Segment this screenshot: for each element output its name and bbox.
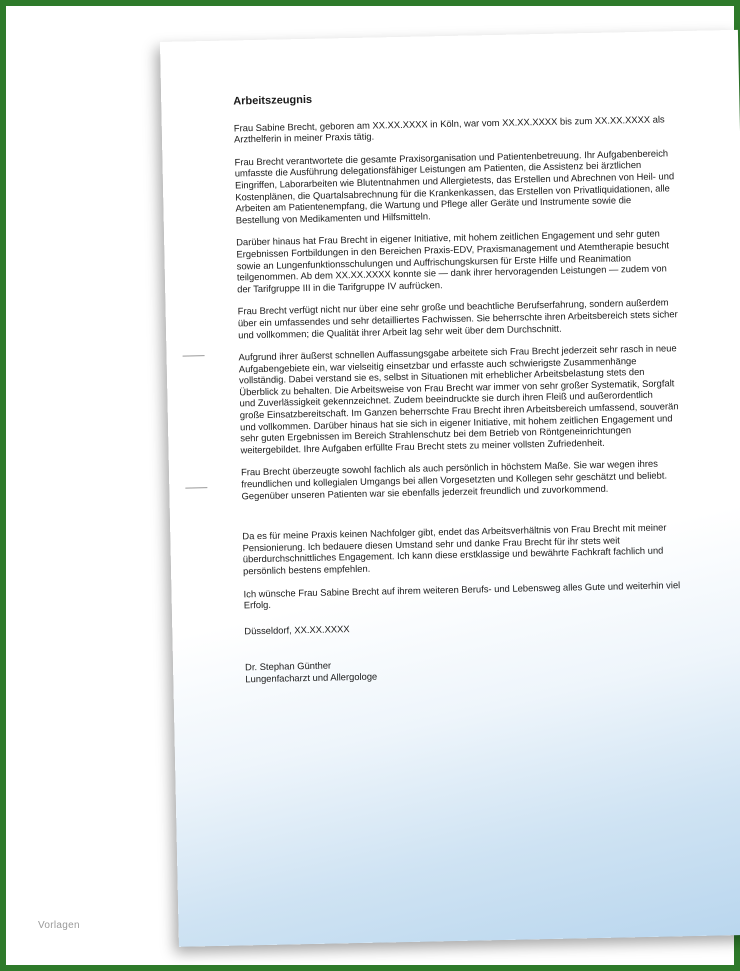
paragraph-expertise: Frau Brecht verfügt nicht nur über eine sehr große und beachtliche Berufserfahrung, sondern außerdem über ein umfassendes und sehr detailliertes Fachwissen. Sie beherrschte ihren Arbeitsbereich stets sicher und vollkommen; die Qualität ihrer Arbeit lag sehr weit über dem Durchschnitt. xyxy=(237,296,678,340)
fold-mark xyxy=(183,355,205,356)
signer-name: Dr. Stephan Günther xyxy=(244,659,332,673)
paragraph-duties: Frau Brecht verantwortete die gesamte Praxisorganisation und Patientenbetreuung. Ihr Aufgabenbereich umfasste die Ausführung delegationsfähiger Leistungen am Patienten, die Assistenz bei ärztlichen Eingriffen, Laborarbeiten wie Blutentnahmen und Allergietests, das Erstellen und Abrechnen von Heil- und Kostenplänen, die Quartalsabrechnung für die Krankenkassen, das Erstellen von Privatliquidationen, alle Arbeiten am Patientenempfang, die Wartung und Pflege aller Geräte und Instrumente sowie die Bestellung von Medikamenten und Hilfsmitteln. xyxy=(234,147,675,226)
punch-mark xyxy=(185,487,207,488)
paragraph-conduct: Frau Brecht überzeugte sowohl fachlich als auch persönlich in höchstem Maße. Sie war wegen ihres freundlichen und kollegialen Umgangs bei allen Vorgesetzten und Kollegen sehr geschätzt und beliebt. Gegenüber unseren Patienten war sie ebenfalls jederzeit freundlich und zuvorkommend. xyxy=(240,458,668,502)
paragraph-training: Darüber hinaus hat Frau Brecht in eigener Initiative, mit hohem zeitlichen Engagement und sehr guten Ergebnissen Fortbildungen in den Bereichen Praxis-EDV, Praxismanagement und Atemtherapie besucht sowie an Lungenfunktionsschulungen und Auffrischungskursen für Erste Hilfe und Reanimation teilgenommen. Ab dem XX.XX.XXXX konnte sie — dank ihrer hervoragenden Leistungen — zudem von der Tarifgruppe III in die Tarifgruppe IV aufrücken. xyxy=(236,227,670,295)
paragraph-intro: Frau Sabine Brecht, geboren am XX.XX.XXXX in Köln, war vom XX.XX.XXXX bis zum XX.XX.XXXX als Arzthelferin in meiner Praxis tätig. xyxy=(233,113,665,145)
document-title: Arbeitszeugnis xyxy=(233,93,313,108)
letter-body xyxy=(233,87,685,685)
paragraph-performance: Aufgrund ihrer äußerst schnellen Auffassungsgabe arbeitete sich Frau Brecht jederzeit sehr rasch in neue Aufgabengebiete ein, war vielseitig einsetzbar und erfasste auch schwierigste Zusammenhänge vollständig. Dabei verstand sie es, selbst in Situationen mit erheblicher Arbeitsbelastung stets den Überblick zu behalten. Die Arbeitsweise von Frau Brecht war immer von sehr großer Systematik, Sorgfalt und Zuverlässigkeit gekennzeichnet. Zudem beeindruckte sie durch ihren Fleiß und außerordentlich große Einsatzbereitschaft. Im Ganzen beherrschte Frau Brecht ihren Arbeitsbereich umfassend, souverän und vollkommen. Darüber hinaus hat sie sich in eigener Initiative, mit hohem zeitlichen Engagement und sehr guten Ergebnissen im Bereich Strahlenschutz bei dem Betrieb von Röntgeneinrichtungen weitergebildet. Ihre Aufgaben erfüllte Frau Brecht stets zu meiner vollsten Zufriedenheit. xyxy=(238,342,679,456)
document-page xyxy=(160,30,740,947)
signer-title: Lungenfacharzt und Allergologe xyxy=(245,670,378,685)
paragraph-wishes: Ich wünsche Frau Sabine Brecht auf ihrem weiteren Berufs- und Lebensweg alles Gute und weiterhin viel Erfolg. xyxy=(243,578,681,611)
watermark: Vorlagen xyxy=(38,920,80,931)
paragraph-termination: Da es für meine Praxis keinen Nachfolger gibt, endet das Arbeitsverhältnis von Frau Brecht mit meiner Pensionierung. Ich bedauere diesen Umstand sehr und danke Frau Brecht für ihr stets weit überdurchschnittliches Engagement. Ich kann diese erstklassige und bewährte Fachkraft fachlich und persönlich bestens empfehlen. xyxy=(242,521,667,577)
place-date: Düsseldorf, XX.XX.XXXX xyxy=(244,622,350,637)
